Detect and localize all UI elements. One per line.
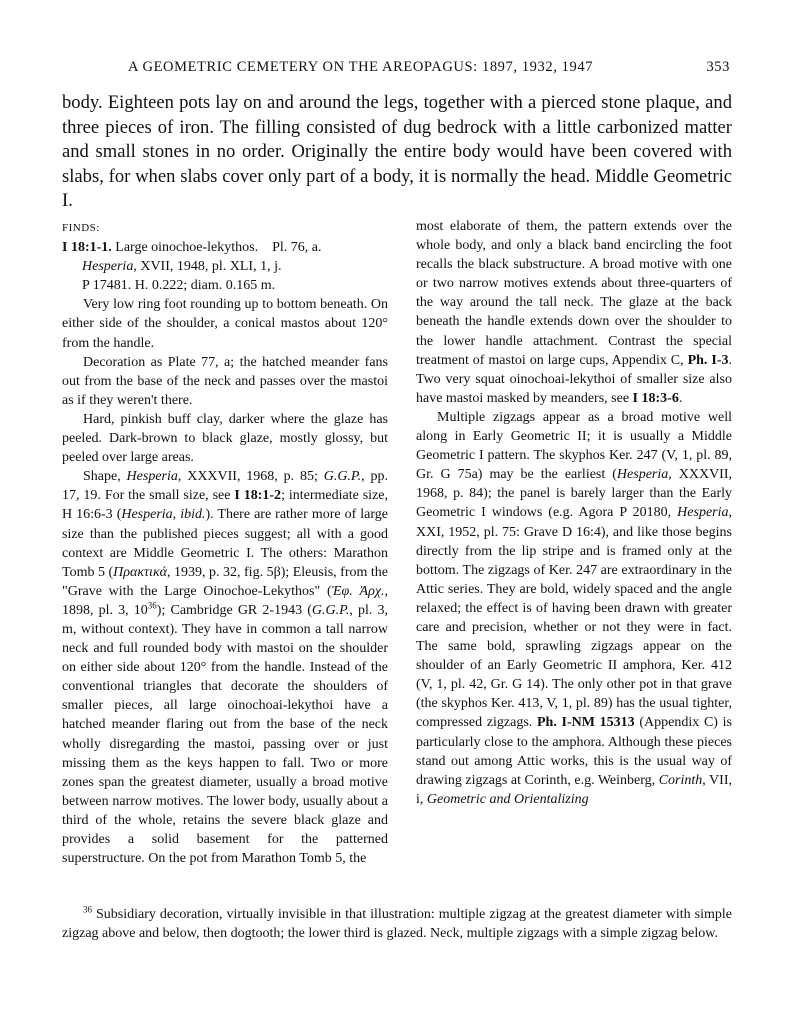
zigzag-text: , XXXVII, 1968, p. 84); the panel is barely larger than the Early Geometric I windows (e.g. Agora P 20180, <box>416 467 733 521</box>
zigzag-ref-nm-15313: Ph. I-NM 15313 <box>536 715 635 731</box>
paragraph-foot: Very low ring foot rounding up to bottom beneath. On either side of the shoulder, a conical mastos about 120° from the handle. <box>62 297 388 351</box>
shape-ref-i18-3-6: I 18:3-6 <box>632 390 679 406</box>
shape-ref-ggp: G.G.P. <box>311 602 350 618</box>
running-header <box>0 59 792 81</box>
paragraph-clay: Hard, pinkish buff clay, darker where the glaze has peeled. Dark-brown to black glaze, mostly glossy, but peeled over large areas. <box>62 411 388 466</box>
shape-text: ; intermediate size, H 16:6-3 ( <box>62 488 388 523</box>
intro-text: body. Eighteen pots lay on and around the legs, together with a pierced stone plaque, and three pieces of iron. The filling consisted of dug bedrock with a little carbonized matter and small stones in no order. Originally the entire body would have been covered with slabs, for when slabs cover only part of a body, it is normally the head. Middle Geometric I. <box>62 92 732 212</box>
shape-text: , 1939, p. 32, fig. 5β); Eleusis, from the "Grave with the Large Oinochoe-Lekythos" ( <box>62 564 389 599</box>
shape-ref-eph-arch: Ἐφ. Ἀρχ. <box>331 583 385 599</box>
ref-details: , XVII, 1948, pl. XLI, 1, j. <box>133 259 282 275</box>
running-title: A GEOMETRIC CEMETERY ON THE AREOPAGUS: 1897, 1932, 1947 <box>128 59 594 75</box>
shape-text: . Two very squat oinochoai-lekythoi of smaller size also have mastoi masked by meanders, see <box>416 352 732 406</box>
ref-journal: Hesperia <box>82 259 134 275</box>
footnote <box>62 905 732 943</box>
shape-text: , pp. 17, 19. For the small size, see <box>62 469 389 504</box>
zigzag-text: , XXI, 1952, pl. 75: Grave D 16:4), and like those begins directly from the lip stripe and is framed only at the bottom. The zigzags of Ker. 247 are extraordinary in the Attic series. They are bold, widely spaced and the angle relaxed; the effect is of having been drawn with greater care and precision, whether or not they were in fact. The same bold, sprawling zigzags appear on the shoulder of an Early Geometric II amphora, Ker. 412 (V, 1, pl. 42, Gr. G 14). The only other pot in that grave (the skyphos Ker. 413, V, 1, pl. 89) has the usual tighter, compressed zigzags. <box>416 505 732 731</box>
find-entry-id: I 18:1-1. <box>62 240 112 256</box>
find-entry-inventory: P 17481. H. 0.222; diam. 0.165 m. <box>82 278 276 294</box>
shape-text: Shape, <box>83 469 127 485</box>
find-entry-name: Large oinochoe-lekythos. <box>115 240 259 256</box>
page-number: 353 <box>706 59 730 75</box>
intro-paragraph <box>62 91 732 214</box>
zigzag-text: , VII, i, <box>416 772 732 807</box>
shape-text: . <box>678 390 683 406</box>
shape-ref-praktika: Πρακτικά <box>113 564 168 580</box>
zigzag-ref-hesperia: Hesperia <box>616 467 669 483</box>
shape-ref-ph-i-3: Ph. I-3 <box>687 352 729 368</box>
footnote-marker: 36 <box>147 600 157 611</box>
shape-text: , pl. 3, m, without context). They have in common a tall narrow neck and full rounded body with mastoi on the shoulder on either side about 120° from the handle. Instead of the conventional triangles that decorate the shoulders of smaller pieces, all large oinochoai-lekythoi have a hatched meander flaring out from the base of the neck wholly disregarding the mastoi, passing over or just missing them as the keys happen to fall. Two or more zones span the greatest diameter, usually a broad motive between narrow motives. The lower body, usually about a third of the whole, retains the severe black glaze and provides a solid basement for the patterned superstructure. On the pot from Marathon Tomb 5, the <box>62 602 389 867</box>
find-entry-heading <box>62 238 388 257</box>
zigzag-ref-corinth: Corinth <box>658 772 703 788</box>
paragraph-zigzag <box>416 408 732 809</box>
paragraph-shape-continued <box>416 217 732 408</box>
right-column <box>416 217 732 809</box>
find-entry-reference <box>62 257 388 276</box>
shape-text: , XXXVII, 1968, p. 85; <box>177 469 324 485</box>
zigzag-text: (Appendix C) is particularly close to the amphora. Although these pieces stand out among Attic works, this is the usual way of drawing zigzags at Corinth, e.g. Weinberg, <box>416 715 732 788</box>
footnote-text: Subsidiary decoration, virtually invisible in that illustration: multiple zigzag at the greatest diameter with simple zigzag above and below, then dogtooth; the lower third is glazed. Neck, multiple zigzags with a simple zigzag below. <box>62 907 732 941</box>
zigzag-ref-hesperia: Hesperia <box>677 505 729 521</box>
shape-ref-i18-1-2: I 18:1-2 <box>234 488 282 504</box>
footnote-36 <box>62 905 732 943</box>
zigzag-text: Multiple zigzags appear as a broad motive well along in Early Geometric II; it is usually a Middle Geometric I pattern. The skyphos Ker. 247 (V, 1, pl. 89, Gr. G 75a) may be the earliest ( <box>416 409 732 483</box>
paragraph-decoration: Decoration as Plate 77, a; the hatched meander fans out from the base of the neck and passes over the mastoi as if they weren't there. <box>62 354 388 408</box>
left-column <box>62 217 388 868</box>
finds-label: FINDS: <box>62 222 100 234</box>
shape-text: most elaborate of them, the pattern extends over the whole body, and only a black band encircling the foot recalls the black substructure. A broad motive with one or two narrow motives extends about three-quarters of the way around the tall neck. The glaze at the back beneath the handle extends down over the shoulder to the lower handle attachment. Contrast the special treatment of mastoi on large cups, Appendix C, <box>416 219 732 368</box>
shape-text: ). There are rather more of large size than the published pieces suggest; all with a good context are Middle Geometric I. The others: Marathon Tomb 5 ( <box>62 507 389 580</box>
find-entry-plate: Pl. 76, a. <box>272 240 322 256</box>
shape-ref-hesperia-ibid: Hesperia, ibid. <box>121 507 206 523</box>
shape-text: , 1898, pl. 3, 10 <box>62 583 388 618</box>
shape-text: ); Cambridge GR 2-1943 ( <box>156 602 312 618</box>
shape-ref-hesperia: Hesperia <box>126 469 178 485</box>
shape-ref-ggp: G.G.P. <box>323 469 362 485</box>
zigzag-ref-geometric: Geometric and Orientalizing <box>426 791 589 807</box>
paragraph-shape <box>62 467 388 868</box>
footnote-number: 36 <box>83 904 92 915</box>
